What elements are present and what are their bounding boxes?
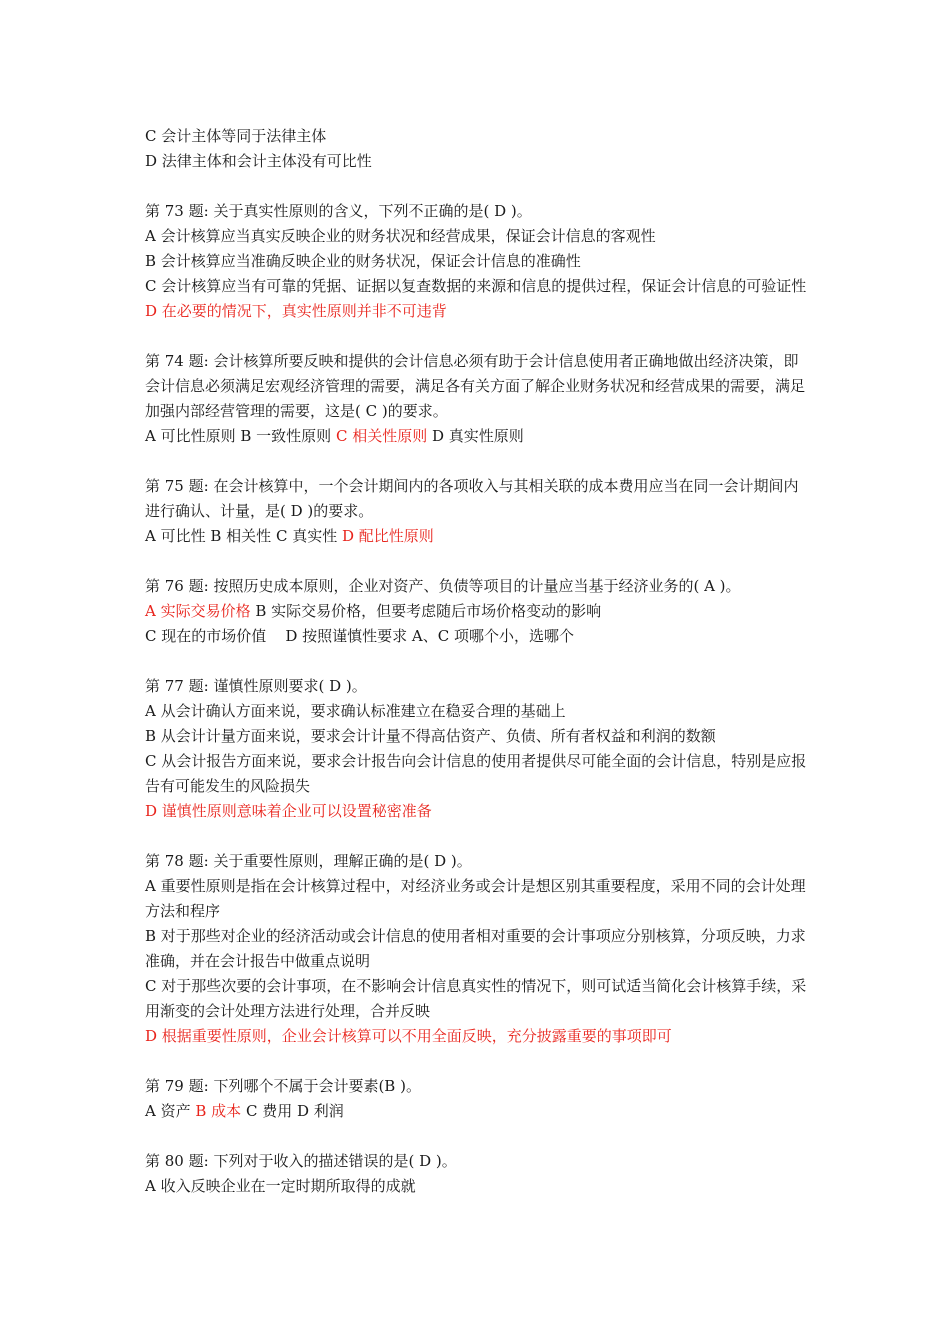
options-row: [145, 1099, 810, 1124]
option-d: D 法律主体和会计主体没有可比性: [145, 152, 372, 170]
option-a: A 从会计确认方面来说，要求确认标准建立在稳妥合理的基础上: [145, 702, 566, 720]
option-b: B 对于那些对企业的经济活动或会计信息的使用者相对重要的会计事项应分别核算，分项反映，力求准确，并在会计报告中做重点说明: [145, 927, 806, 970]
option-a: A 重要性原则是指在会计核算过程中，对经济业务或会计是想区别其重要程度，采用不同的会计处理方法和程序: [145, 877, 806, 920]
option-d-answer: D 谨慎性原则意味着企业可以设置秘密准备: [145, 802, 432, 820]
option-c: C 费用: [245, 1102, 293, 1120]
option-c: C 现在的市场价值: [145, 627, 267, 645]
question-text: 第 75 题: 在会计核算中，一个会计期间内的各项收入与其相关联的成本费用应当在同一会计期间内进行确认、计量，是( D )的要求。: [145, 477, 799, 520]
document-body: [145, 124, 810, 1199]
option-b: B 会计核算应当准确反映企业的财务状况，保证会计信息的准确性: [145, 252, 581, 270]
option-b-answer: B 成本: [195, 1102, 242, 1120]
question-79: [145, 1074, 810, 1124]
question-75: [145, 474, 810, 549]
option-a: A 资产: [145, 1102, 191, 1120]
question-80: [145, 1149, 810, 1199]
option-d: D 按照谨慎性要求 A、C 项哪个小，选哪个: [285, 627, 574, 645]
options-row: [145, 424, 810, 449]
question-74: [145, 349, 810, 449]
option-b: B 实际交易价格，但要考虑随后市场价格变动的影响: [255, 602, 602, 620]
question-73: [145, 199, 810, 324]
option-d: D 利润: [297, 1102, 344, 1120]
question-text: 第 74 题: 会计核算所要反映和提供的会计信息必须有助于会计信息使用者正确地做出经济决策，即会计信息必须满足宏观经济管理的需要，满足各有关方面了解企业财务状况和经营成果的需要，满足加强内部经营管理的需要，这是( C )的要求。: [145, 352, 806, 420]
option-c: C 会计核算应当有可靠的凭据、证据以复查数据的来源和信息的提供过程，保证会计信息的可验证性: [145, 277, 807, 295]
question-text: 第 79 题: 下列哪个不属于会计要素(B )。: [145, 1077, 421, 1095]
question-text: 第 73 题: 关于真实性原则的含义，下列不正确的是( D )。: [145, 202, 532, 220]
question-text: 第 78 题: 关于重要性原则，理解正确的是( D )。: [145, 852, 472, 870]
option-b: B 从会计计量方面来说，要求会计计量不得高估资产、负债、所有者权益和利润的数额: [145, 727, 716, 745]
question-text: 第 76 题: 按照历史成本原则，企业对资产、负债等项目的计量应当基于经济业务的( A )。: [145, 577, 741, 595]
option-c: C 真实性: [275, 527, 338, 545]
option-b: B 一致性原则: [240, 427, 332, 445]
option-b: B 相关性: [210, 527, 272, 545]
option-c-answer: C 相关性原则: [335, 427, 428, 445]
option-a: A 可比性原则: [145, 427, 236, 445]
options-row: [145, 524, 810, 549]
option-c: C 从会计报告方面来说，要求会计报告向会计信息的使用者提供尽可能全面的会计信息，特别是应报告有可能发生的风险损失: [145, 752, 807, 795]
question-78: [145, 849, 810, 1049]
option-d-answer: D 在必要的情况下，真实性原则并非不可违背: [145, 302, 447, 320]
option-a: A 可比性: [145, 527, 206, 545]
question-text: 第 77 题: 谨慎性原则要求( D )。: [145, 677, 367, 695]
options-row: [145, 624, 810, 649]
question-text: 第 80 题: 下列对于收入的描述错误的是( D )。: [145, 1152, 457, 1170]
option-d-answer: D 配比性原则: [342, 527, 434, 545]
option-d: D 真实性原则: [432, 427, 524, 445]
option-a: A 会计核算应当真实反映企业的财务状况和经营成果，保证会计信息的客观性: [145, 227, 656, 245]
option-d-answer: D 根据重要性原则，企业会计核算可以不用全面反映，充分披露重要的事项即可: [145, 1027, 672, 1045]
option-c: C 对于那些次要的会计事项，在不影响会计信息真实性的情况下，则可试适当简化会计核算手续，采用渐变的会计处理方法进行处理，合并反映: [145, 977, 807, 1020]
question-77: [145, 674, 810, 824]
option-a: A 收入反映企业在一定时期所取得的成就: [145, 1177, 416, 1195]
option-c: C 会计主体等同于法律主体: [145, 127, 327, 145]
option-a-answer: A 实际交易价格: [145, 602, 251, 620]
question-76: [145, 574, 810, 649]
options-row: [145, 599, 810, 624]
